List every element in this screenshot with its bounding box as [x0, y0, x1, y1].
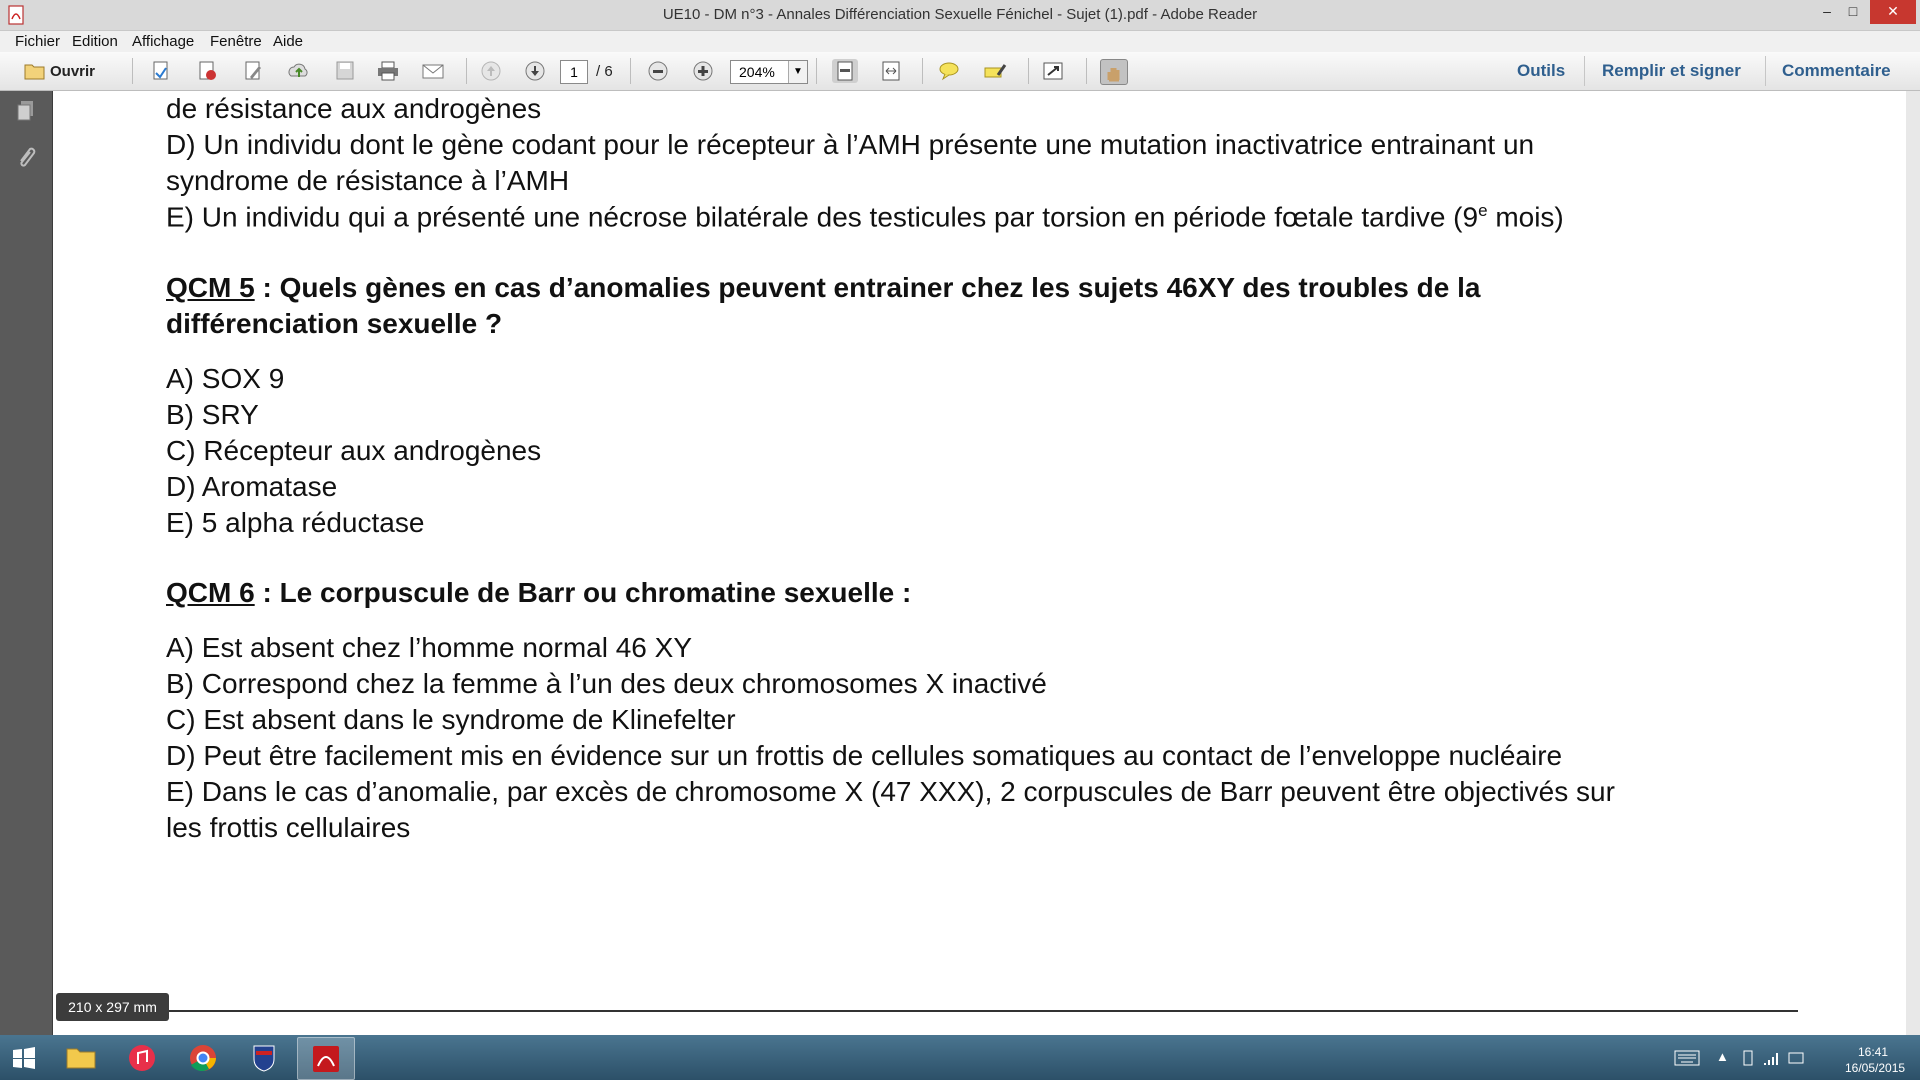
title-bar	[0, 0, 1920, 31]
full-screen-icon[interactable]	[1040, 59, 1066, 83]
network-icon[interactable]	[1762, 1049, 1780, 1067]
chevron-down-icon[interactable]: ▼	[788, 61, 807, 83]
page-thumbnails-icon[interactable]	[15, 99, 37, 123]
sticky-note-icon[interactable]	[936, 59, 962, 83]
doc-line: E) Un individu qui a présenté une nécrose bilatérale des testicules par torsion en période fœtale tardive (9e mois)	[166, 201, 1564, 233]
taskbar-app-chrome[interactable]	[175, 1037, 231, 1078]
zoom-value: 204%	[739, 64, 775, 80]
windows-start-icon[interactable]	[12, 1047, 36, 1069]
minimize-button[interactable]: –	[1823, 3, 1831, 19]
qcm6-answer-c: C) Est absent dans le syndrome de Klinefelter	[166, 704, 736, 735]
page-size-tooltip: 210 x 297 mm	[56, 993, 169, 1021]
page-total: / 6	[596, 63, 613, 80]
page-footer-rule	[166, 1010, 1798, 1012]
attachments-icon[interactable]	[15, 143, 37, 167]
menu-aide[interactable]: Aide	[273, 33, 304, 50]
battery-icon[interactable]	[1742, 1049, 1754, 1067]
fit-width-icon[interactable]	[878, 59, 904, 83]
create-pdf-icon[interactable]	[148, 59, 174, 83]
doc-line: syndrome de résistance à l’AMH	[166, 165, 570, 196]
qcm5-answer-a: A) SOX 9	[166, 363, 285, 394]
zoom-in-icon[interactable]	[690, 59, 716, 83]
toolbar	[0, 52, 1920, 91]
qcm6-label: QCM 6	[166, 577, 255, 608]
zoom-out-icon[interactable]	[645, 59, 671, 83]
fill-and-sign-link[interactable]: Remplir et signer	[1602, 61, 1741, 80]
taskbar	[0, 1035, 1920, 1080]
zoom-select[interactable]	[730, 60, 808, 84]
qcm5-question-cont: différenciation sexuelle ?	[166, 308, 503, 339]
qcm6-answer-b: B) Correspond chez la femme à l’un des deux chromosomes X inactivé	[166, 668, 1047, 699]
taskbar-app-mcafee[interactable]	[236, 1037, 292, 1078]
show-hidden-icons-icon[interactable]: ▲	[1716, 1049, 1729, 1064]
fit-page-icon[interactable]	[832, 59, 858, 83]
highlight-text-icon[interactable]	[982, 59, 1008, 83]
folder-icon	[24, 62, 46, 80]
clock-date[interactable]: 16/05/2015	[1845, 1061, 1906, 1075]
qcm5-answer-c: C) Récepteur aux androgènes	[166, 435, 542, 466]
doc-line: D) Un individu dont le gène codant pour le récepteur à l’AMH présente une mutation inactivatrice entrainant un	[166, 129, 1535, 160]
navigation-pane	[0, 91, 53, 1035]
save-icon[interactable]	[332, 59, 358, 83]
open-button[interactable]	[18, 57, 106, 85]
print-icon[interactable]	[375, 59, 401, 83]
qcm5-answer-b: B) SRY	[166, 399, 259, 430]
itunes-icon	[114, 1037, 170, 1078]
next-page-icon[interactable]	[522, 59, 548, 83]
qcm6-answer-e-cont: les frottis cellulaires	[166, 812, 411, 843]
volume-icon[interactable]	[1788, 1051, 1806, 1065]
menu-bar	[0, 31, 1920, 52]
menu-fenetre[interactable]: Fenêtre	[210, 33, 262, 50]
vertical-scrollbar[interactable]	[1906, 91, 1920, 1035]
qcm6-answer-e: E) Dans le cas d’anomalie, par excès de chromosome X (47 XXX), 2 corpuscules de Barr peuvent être objectivés sur	[166, 776, 1615, 807]
export-pdf-icon[interactable]	[194, 59, 220, 83]
keyboard-icon[interactable]	[1674, 1049, 1700, 1067]
page-number-input[interactable]: 1	[560, 60, 588, 84]
adobe-reader-icon	[298, 1038, 354, 1079]
menu-fichier[interactable]: Fichier	[15, 33, 61, 50]
taskbar-app-file-explorer[interactable]	[53, 1037, 109, 1078]
qcm6-question: QCM 6 : Le corpuscule de Barr ou chromatine sexuelle :	[166, 577, 912, 608]
email-icon[interactable]	[420, 59, 446, 83]
open-button-label: Ouvrir	[50, 63, 96, 80]
close-button[interactable]: ✕	[1870, 0, 1916, 24]
cloud-upload-icon[interactable]	[286, 59, 312, 83]
comment-link[interactable]: Commentaire	[1782, 61, 1891, 80]
qcm5-answer-e: E) 5 alpha réductase	[166, 507, 425, 538]
file-explorer-icon	[53, 1037, 109, 1078]
clock-time[interactable]: 16:41	[1858, 1045, 1889, 1059]
menu-edition[interactable]: Edition	[72, 33, 118, 50]
taskbar-app-adobe-reader[interactable]	[297, 1037, 355, 1080]
previous-page-icon[interactable]	[478, 59, 504, 83]
qcm5-label: QCM 5	[166, 272, 255, 303]
window-title: UE10 - DM n°3 - Annales Différenciation Sexuelle Fénichel - Sujet (1).pdf - Adobe Reader	[662, 6, 1258, 23]
doc-line: de résistance aux androgènes	[166, 93, 542, 124]
mcafee-shield-icon	[236, 1037, 292, 1078]
maximize-button[interactable]: □	[1848, 3, 1858, 19]
edit-document-icon[interactable]	[240, 59, 266, 83]
chrome-icon	[175, 1037, 231, 1078]
qcm5-answer-d: D) Aromatase	[166, 471, 338, 502]
qcm6-answer-d: D) Peut être facilement mis en évidence sur un frottis de cellules somatiques au contact de l’enveloppe nucléaire	[166, 740, 1563, 771]
tools-link[interactable]: Outils	[1517, 61, 1566, 80]
qcm6-answer-a: A) Est absent chez l’homme normal 46 XY	[166, 632, 693, 663]
taskbar-app-itunes[interactable]	[114, 1037, 170, 1078]
qcm5-question: QCM 5 : Quels gènes en cas d’anomalies peuvent entrainer chez les sujets 46XY des troubles de la	[166, 272, 1481, 303]
hand-tool-icon[interactable]	[1100, 59, 1128, 85]
menu-affichage[interactable]: Affichage	[132, 33, 195, 50]
